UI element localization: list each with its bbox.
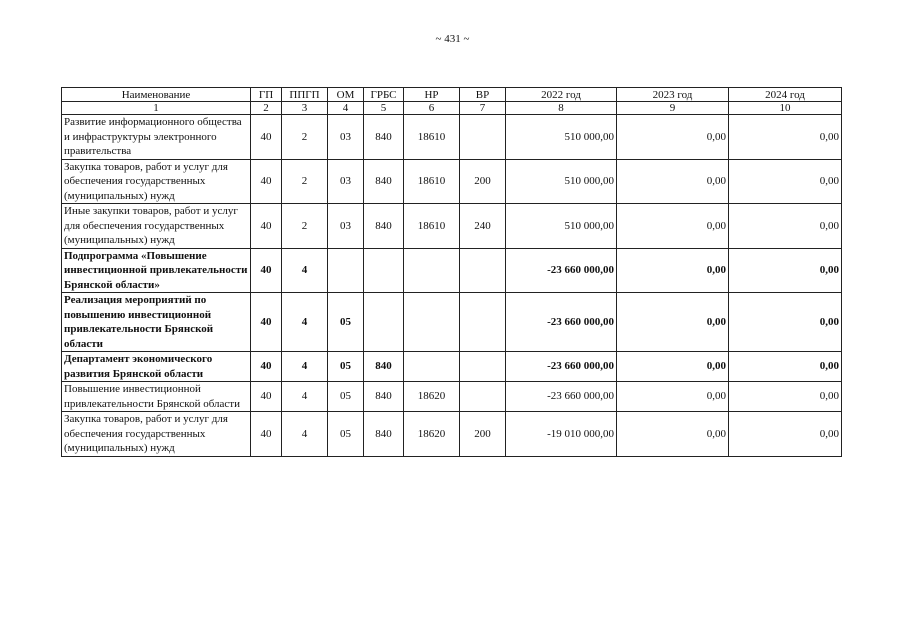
row-2024-cell: 0,00 xyxy=(729,412,842,457)
row-vr-cell: 200 xyxy=(460,159,506,204)
header-2023: 2023 год xyxy=(617,88,729,102)
column-number: 1 xyxy=(62,102,251,115)
column-number: 9 xyxy=(617,102,729,115)
row-2022-cell: -23 660 000,00 xyxy=(506,382,617,412)
row-gp-cell: 40 xyxy=(251,412,282,457)
row-2023-cell: 0,00 xyxy=(617,204,729,249)
row-name-cell: Закупка товаров, работ и услуг для обеспечения государственных (муниципальных) нужд xyxy=(62,159,251,204)
row-nr-cell: 18620 xyxy=(404,382,460,412)
table-row xyxy=(62,412,842,457)
column-number: 4 xyxy=(328,102,364,115)
row-ppgp-cell: 2 xyxy=(282,204,328,249)
row-2022-cell: -19 010 000,00 xyxy=(506,412,617,457)
row-gp-cell: 40 xyxy=(251,382,282,412)
row-om-cell: 03 xyxy=(328,115,364,160)
row-nr-cell xyxy=(404,293,460,352)
row-2023-cell: 0,00 xyxy=(617,352,729,382)
row-grbs-cell xyxy=(364,293,404,352)
row-ppgp-cell: 4 xyxy=(282,412,328,457)
row-gp-cell: 40 xyxy=(251,204,282,249)
row-name-cell: Реализация мероприятий по повышению инвестиционной привлекательности Брянской области xyxy=(62,293,251,352)
row-nr-cell: 18610 xyxy=(404,159,460,204)
row-om-cell: 03 xyxy=(328,159,364,204)
row-2023-cell: 0,00 xyxy=(617,412,729,457)
header-name: Наименование xyxy=(62,88,251,102)
row-grbs-cell: 840 xyxy=(364,115,404,160)
row-2022-cell: -23 660 000,00 xyxy=(506,248,617,293)
column-number: 2 xyxy=(251,102,282,115)
table-row xyxy=(62,382,842,412)
row-2024-cell: 0,00 xyxy=(729,115,842,160)
header-vr: ВР xyxy=(460,88,506,102)
row-vr-cell xyxy=(460,382,506,412)
row-ppgp-cell: 2 xyxy=(282,159,328,204)
table-row xyxy=(62,115,842,160)
row-name-cell: Подпрограмма «Повышение инвестиционной привлекательности Брянской области» xyxy=(62,248,251,293)
row-nr-cell: 18610 xyxy=(404,204,460,249)
row-2024-cell: 0,00 xyxy=(729,382,842,412)
table-row xyxy=(62,352,842,382)
row-grbs-cell: 840 xyxy=(364,352,404,382)
header-2022: 2022 год xyxy=(506,88,617,102)
column-number-row xyxy=(62,102,842,115)
row-2024-cell: 0,00 xyxy=(729,248,842,293)
column-number: 3 xyxy=(282,102,328,115)
row-name-cell: Повышение инвестиционной привлекательности Брянской области xyxy=(62,382,251,412)
table-row xyxy=(62,159,842,204)
row-ppgp-cell: 2 xyxy=(282,115,328,160)
row-name-cell: Департамент экономического развития Брянской области xyxy=(62,352,251,382)
row-2022-cell: -23 660 000,00 xyxy=(506,352,617,382)
header-gp: ГП xyxy=(251,88,282,102)
table-row xyxy=(62,248,842,293)
row-2024-cell: 0,00 xyxy=(729,352,842,382)
column-number: 10 xyxy=(729,102,842,115)
row-2023-cell: 0,00 xyxy=(617,293,729,352)
header-grbs: ГРБС xyxy=(364,88,404,102)
row-2023-cell: 0,00 xyxy=(617,159,729,204)
row-gp-cell: 40 xyxy=(251,248,282,293)
row-nr-cell xyxy=(404,352,460,382)
table-body xyxy=(62,115,842,457)
row-ppgp-cell: 4 xyxy=(282,293,328,352)
row-grbs-cell: 840 xyxy=(364,412,404,457)
page-number: ~ 431 ~ xyxy=(435,33,470,45)
row-ppgp-cell: 4 xyxy=(282,352,328,382)
row-om-cell: 05 xyxy=(328,382,364,412)
row-grbs-cell: 840 xyxy=(364,159,404,204)
row-nr-cell xyxy=(404,248,460,293)
row-gp-cell: 40 xyxy=(251,159,282,204)
row-2023-cell: 0,00 xyxy=(617,382,729,412)
table-row xyxy=(62,204,842,249)
row-2024-cell: 0,00 xyxy=(729,204,842,249)
row-nr-cell: 18620 xyxy=(404,412,460,457)
row-name-cell: Иные закупки товаров, работ и услуг для обеспечения государственных (муниципальных) нужд xyxy=(62,204,251,249)
row-vr-cell: 240 xyxy=(460,204,506,249)
header-ppgp: ППГП xyxy=(282,88,328,102)
budget-table xyxy=(61,87,842,457)
row-vr-cell xyxy=(460,248,506,293)
row-grbs-cell: 840 xyxy=(364,382,404,412)
table-header-row xyxy=(62,88,842,102)
column-number: 8 xyxy=(506,102,617,115)
row-ppgp-cell: 4 xyxy=(282,248,328,293)
row-2023-cell: 0,00 xyxy=(617,248,729,293)
row-grbs-cell: 840 xyxy=(364,204,404,249)
column-number: 6 xyxy=(404,102,460,115)
row-2024-cell: 0,00 xyxy=(729,159,842,204)
header-nr: НР xyxy=(404,88,460,102)
column-number: 5 xyxy=(364,102,404,115)
row-om-cell: 05 xyxy=(328,412,364,457)
row-vr-cell xyxy=(460,293,506,352)
row-gp-cell: 40 xyxy=(251,352,282,382)
row-om-cell: 03 xyxy=(328,204,364,249)
row-ppgp-cell: 4 xyxy=(282,382,328,412)
row-grbs-cell xyxy=(364,248,404,293)
row-om-cell xyxy=(328,248,364,293)
header-2024: 2024 год xyxy=(729,88,842,102)
row-nr-cell: 18610 xyxy=(404,115,460,160)
row-gp-cell: 40 xyxy=(251,293,282,352)
row-gp-cell: 40 xyxy=(251,115,282,160)
table-row xyxy=(62,293,842,352)
header-om: ОМ xyxy=(328,88,364,102)
row-name-cell: Развитие информационного общества и инфраструктуры электронного правительства xyxy=(62,115,251,160)
row-vr-cell: 200 xyxy=(460,412,506,457)
column-number: 7 xyxy=(460,102,506,115)
row-2022-cell: 510 000,00 xyxy=(506,159,617,204)
row-2024-cell: 0,00 xyxy=(729,293,842,352)
row-2023-cell: 0,00 xyxy=(617,115,729,160)
row-vr-cell xyxy=(460,352,506,382)
row-2022-cell: 510 000,00 xyxy=(506,204,617,249)
row-name-cell: Закупка товаров, работ и услуг для обеспечения государственных (муниципальных) нужд xyxy=(62,412,251,457)
row-2022-cell: 510 000,00 xyxy=(506,115,617,160)
row-om-cell: 05 xyxy=(328,293,364,352)
row-om-cell: 05 xyxy=(328,352,364,382)
row-2022-cell: -23 660 000,00 xyxy=(506,293,617,352)
row-vr-cell xyxy=(460,115,506,160)
